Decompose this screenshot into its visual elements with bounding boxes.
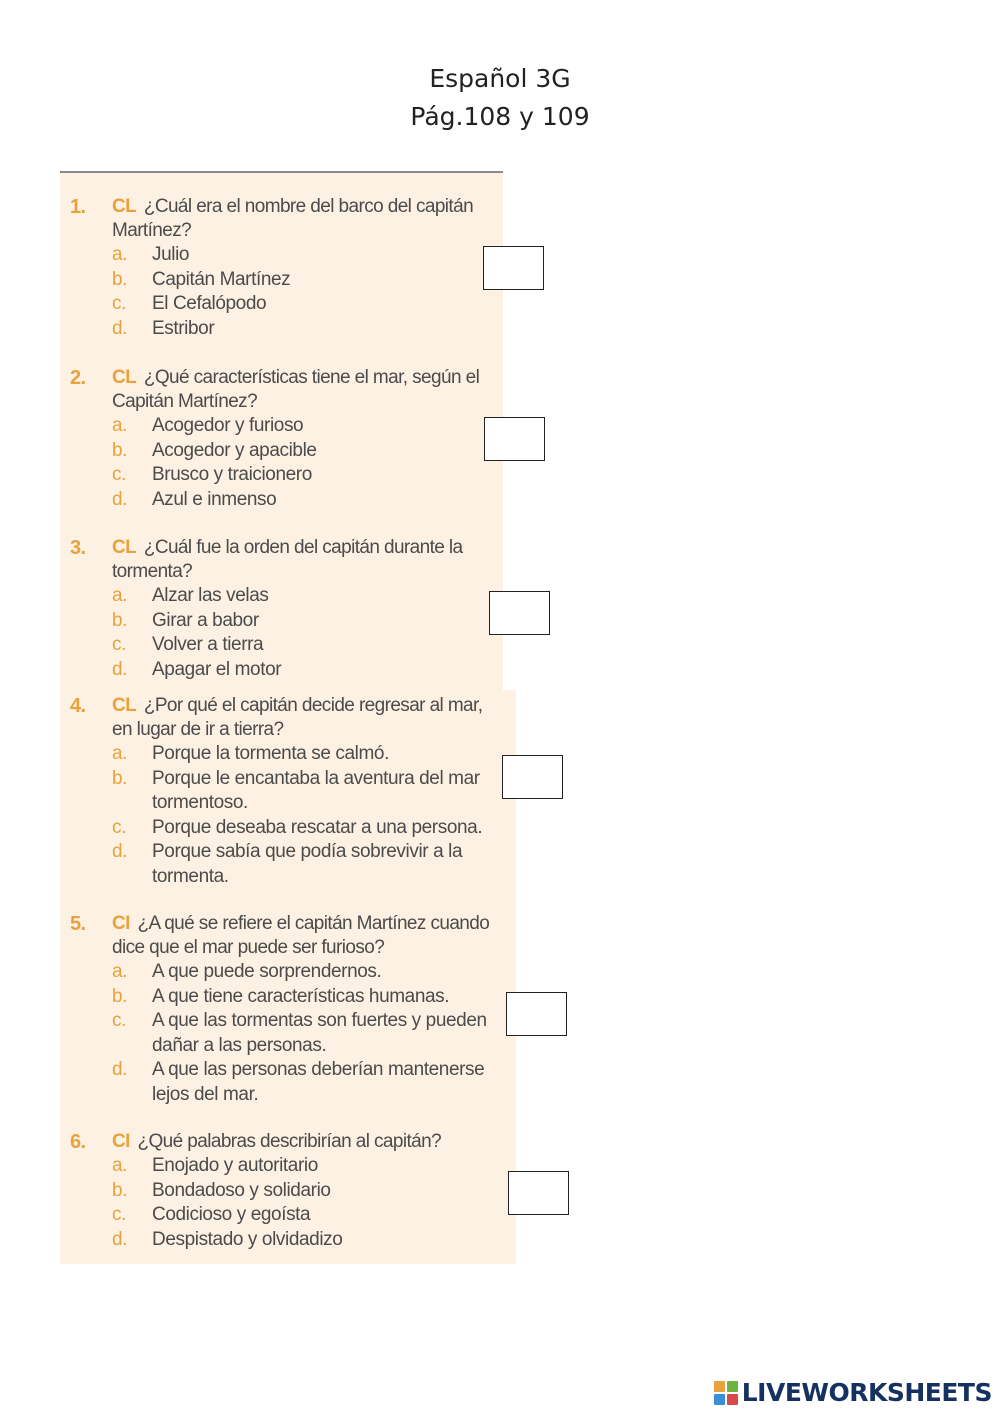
answer-box-4[interactable] xyxy=(502,755,563,799)
worksheet-header xyxy=(0,60,1000,136)
question-number: 6. xyxy=(70,1131,86,1153)
answer-box-5[interactable] xyxy=(506,992,567,1036)
question-text: ¿Por qué el capitán decide regresar al mar, en lugar de ir a tierra? xyxy=(112,695,483,740)
option-list xyxy=(70,584,498,682)
option-b: b. Capitán Martínez xyxy=(112,268,291,290)
question-code: CI xyxy=(112,1131,130,1152)
option-a: a. A que puede sorprendernos. xyxy=(112,961,382,982)
option-d: d. A que las personas deberían mantenerse lejos del mar. xyxy=(112,1059,485,1105)
option-b: b. A que tiene características humanas. xyxy=(112,985,450,1007)
option-a: a. Alzar las velas xyxy=(112,585,269,606)
question-stem xyxy=(70,912,498,960)
question-number: 1. xyxy=(70,196,86,218)
question-stem xyxy=(70,195,498,243)
question-code: CI xyxy=(112,913,130,934)
option-d: d. Apagar el motor xyxy=(112,658,282,680)
option-d: d. Porque sabía que podía sobrevivir a la tormenta. xyxy=(112,841,463,887)
option-a: a. Enojado y autoritario xyxy=(112,1155,318,1176)
question-stem xyxy=(70,694,498,742)
question-text: ¿Qué características tiene el mar, según el Capitán Martínez? xyxy=(112,367,480,412)
question-5 xyxy=(70,912,498,1107)
question-code: CL xyxy=(112,695,137,716)
question-2 xyxy=(70,366,498,512)
answer-box-1[interactable] xyxy=(483,246,544,290)
question-stem xyxy=(70,366,498,414)
option-a: a. Julio xyxy=(112,244,190,265)
option-b: b. Bondadoso y solidario xyxy=(112,1179,331,1201)
question-code: CL xyxy=(112,367,137,388)
brand-icon xyxy=(714,1381,738,1405)
header-pages: Pág.108 y 109 xyxy=(410,102,590,131)
question-text: ¿A qué se refiere el capitán Martínez cuando dice que el mar puede ser furioso? xyxy=(112,913,490,958)
option-d: d. Estribor xyxy=(112,317,215,339)
option-list xyxy=(70,742,498,889)
option-d: d. Azul e inmenso xyxy=(112,488,277,510)
question-1 xyxy=(70,195,498,341)
option-c: c. Codicioso y egoísta xyxy=(112,1204,311,1225)
answer-box-3[interactable] xyxy=(489,591,550,635)
brand-text: LIVEWORKSHEETS xyxy=(741,1378,992,1407)
answer-box-2[interactable] xyxy=(484,417,545,461)
option-list xyxy=(70,243,498,341)
option-a: a. Acogedor y furioso xyxy=(112,415,304,436)
option-c: c. El Cefalópodo xyxy=(112,293,267,314)
question-stem xyxy=(70,1130,498,1154)
liveworksheets-logo xyxy=(714,1378,992,1407)
question-code: CL xyxy=(112,196,137,217)
question-6 xyxy=(70,1130,498,1252)
option-b: b. Girar a babor xyxy=(112,609,259,631)
question-text: ¿Cuál era el nombre del barco del capitán Martínez? xyxy=(112,196,474,241)
option-b: b. Acogedor y apacible xyxy=(112,439,317,461)
option-b: b. Porque le encantaba la aventura del mar tormentoso. xyxy=(112,767,480,813)
question-number: 2. xyxy=(70,367,86,389)
option-list xyxy=(70,414,498,512)
question-number: 3. xyxy=(70,537,86,559)
question-text: ¿Qué palabras describirían al capitán? xyxy=(137,1131,442,1152)
option-a: a. Porque la tormenta se calmó. xyxy=(112,743,389,764)
question-number: 5. xyxy=(70,913,86,935)
question-code: CL xyxy=(112,537,137,558)
option-c: c. Volver a tierra xyxy=(112,634,264,655)
header-title: Español 3G xyxy=(429,64,571,93)
question-4 xyxy=(70,694,498,889)
option-c: c. Brusco y traicionero xyxy=(112,464,312,485)
answer-box-6[interactable] xyxy=(508,1171,569,1215)
question-stem xyxy=(70,536,498,584)
option-c: c. A que las tormentas son fuertes y pueden dañar a las personas. xyxy=(112,1010,487,1056)
option-list xyxy=(70,1154,498,1252)
question-3 xyxy=(70,536,498,682)
option-d: d. Despistado y olvidadizo xyxy=(112,1228,343,1250)
question-number: 4. xyxy=(70,695,86,717)
option-c: c. Porque deseaba rescatar a una persona. xyxy=(112,816,483,838)
option-list xyxy=(70,960,498,1107)
question-text: ¿Cuál fue la orden del capitán durante la tormenta? xyxy=(112,537,463,582)
